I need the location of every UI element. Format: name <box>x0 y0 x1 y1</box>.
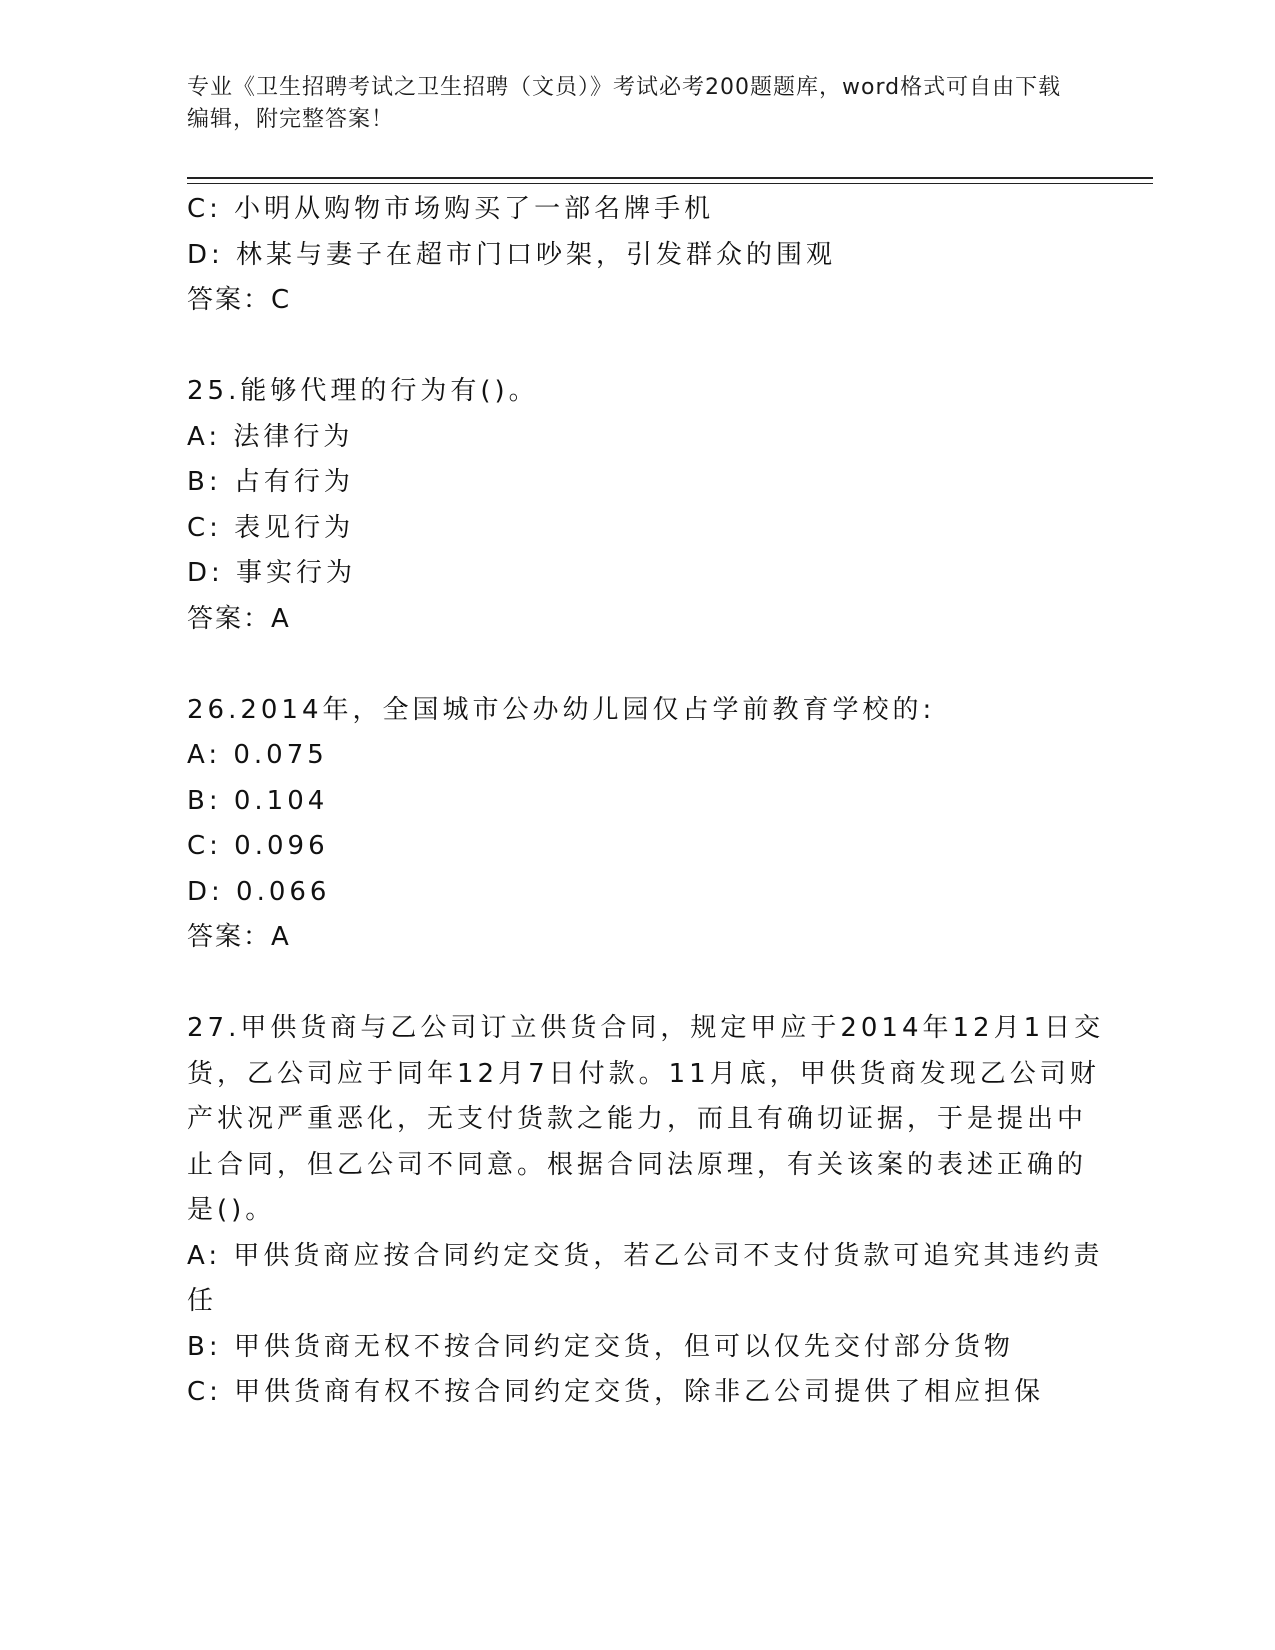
answer: 答案：C <box>187 285 292 315</box>
option-b: B: 占有行为 <box>187 467 354 497</box>
question-list <box>187 187 1105 1416</box>
option-a: A: 甲供货商应按合同约定交货，若乙公司不支付货款可追究其违约责 <box>187 1240 1104 1271</box>
header-divider-thick <box>187 177 1153 179</box>
header-divider-thin <box>187 183 1153 184</box>
question-27 <box>187 1006 1105 1416</box>
option-d: D: 事实行为 <box>187 558 357 588</box>
question-stem: 26.2014年，全国城市公办幼儿园仅占学前教育学校的: <box>187 694 936 725</box>
option-c: C: 0.096 <box>187 831 329 861</box>
option-b: B: 0.104 <box>187 785 329 816</box>
question-26 <box>187 688 1087 961</box>
option-d: D: 林某与妻子在超市门口吵架，引发群众的围观 <box>187 239 837 270</box>
option-a: A: 0.075 <box>187 740 328 770</box>
question-stem-line: 产状况严重恶化，无支付货款之能力，而且有确切证据，于是提出中 <box>187 1104 1088 1134</box>
question-stem-line: 27.甲供货商与乙公司订立供货合同，规定甲应于2014年12月1日交 <box>187 1013 1105 1043</box>
question-stem-line: 货，乙公司应于同年12月7日付款。11月底，甲供货商发现乙公司财 <box>187 1058 1100 1089</box>
option-c: C: 表见行为 <box>187 512 355 543</box>
spacer <box>187 642 1087 688</box>
prev-question <box>187 187 1087 324</box>
option-b: B: 甲供货商无权不按合同约定交货，但可以仅先交付部分货物 <box>187 1331 1014 1362</box>
option-a-continued: 任 <box>187 1286 218 1316</box>
question-stem: 25.能够代理的行为有()。 <box>187 376 539 406</box>
question-stem-line: 止合同，但乙公司不同意。根据合同法原理，有关该案的表述正确的 <box>187 1149 1088 1180</box>
spacer <box>187 961 1087 1007</box>
option-c: C: 甲供货商有权不按合同约定交货，除非乙公司提供了相应担保 <box>187 1377 1045 1407</box>
document-header: 专业《卫生招聘考试之卫生招聘（文员）》考试必考200题题库，word格式可自由下载编辑，附完整答案！ <box>187 75 1062 132</box>
option-a: A: 法律行为 <box>187 421 354 452</box>
answer: 答案：A <box>187 922 291 952</box>
question-25 <box>187 369 1087 642</box>
option-d: D: 0.066 <box>187 876 331 907</box>
option-c: C: 小明从购物市场购买了一部名牌手机 <box>187 194 715 224</box>
spacer <box>187 324 1087 370</box>
answer: 答案：A <box>187 603 291 634</box>
question-stem-line: 是()。 <box>187 1195 276 1225</box>
